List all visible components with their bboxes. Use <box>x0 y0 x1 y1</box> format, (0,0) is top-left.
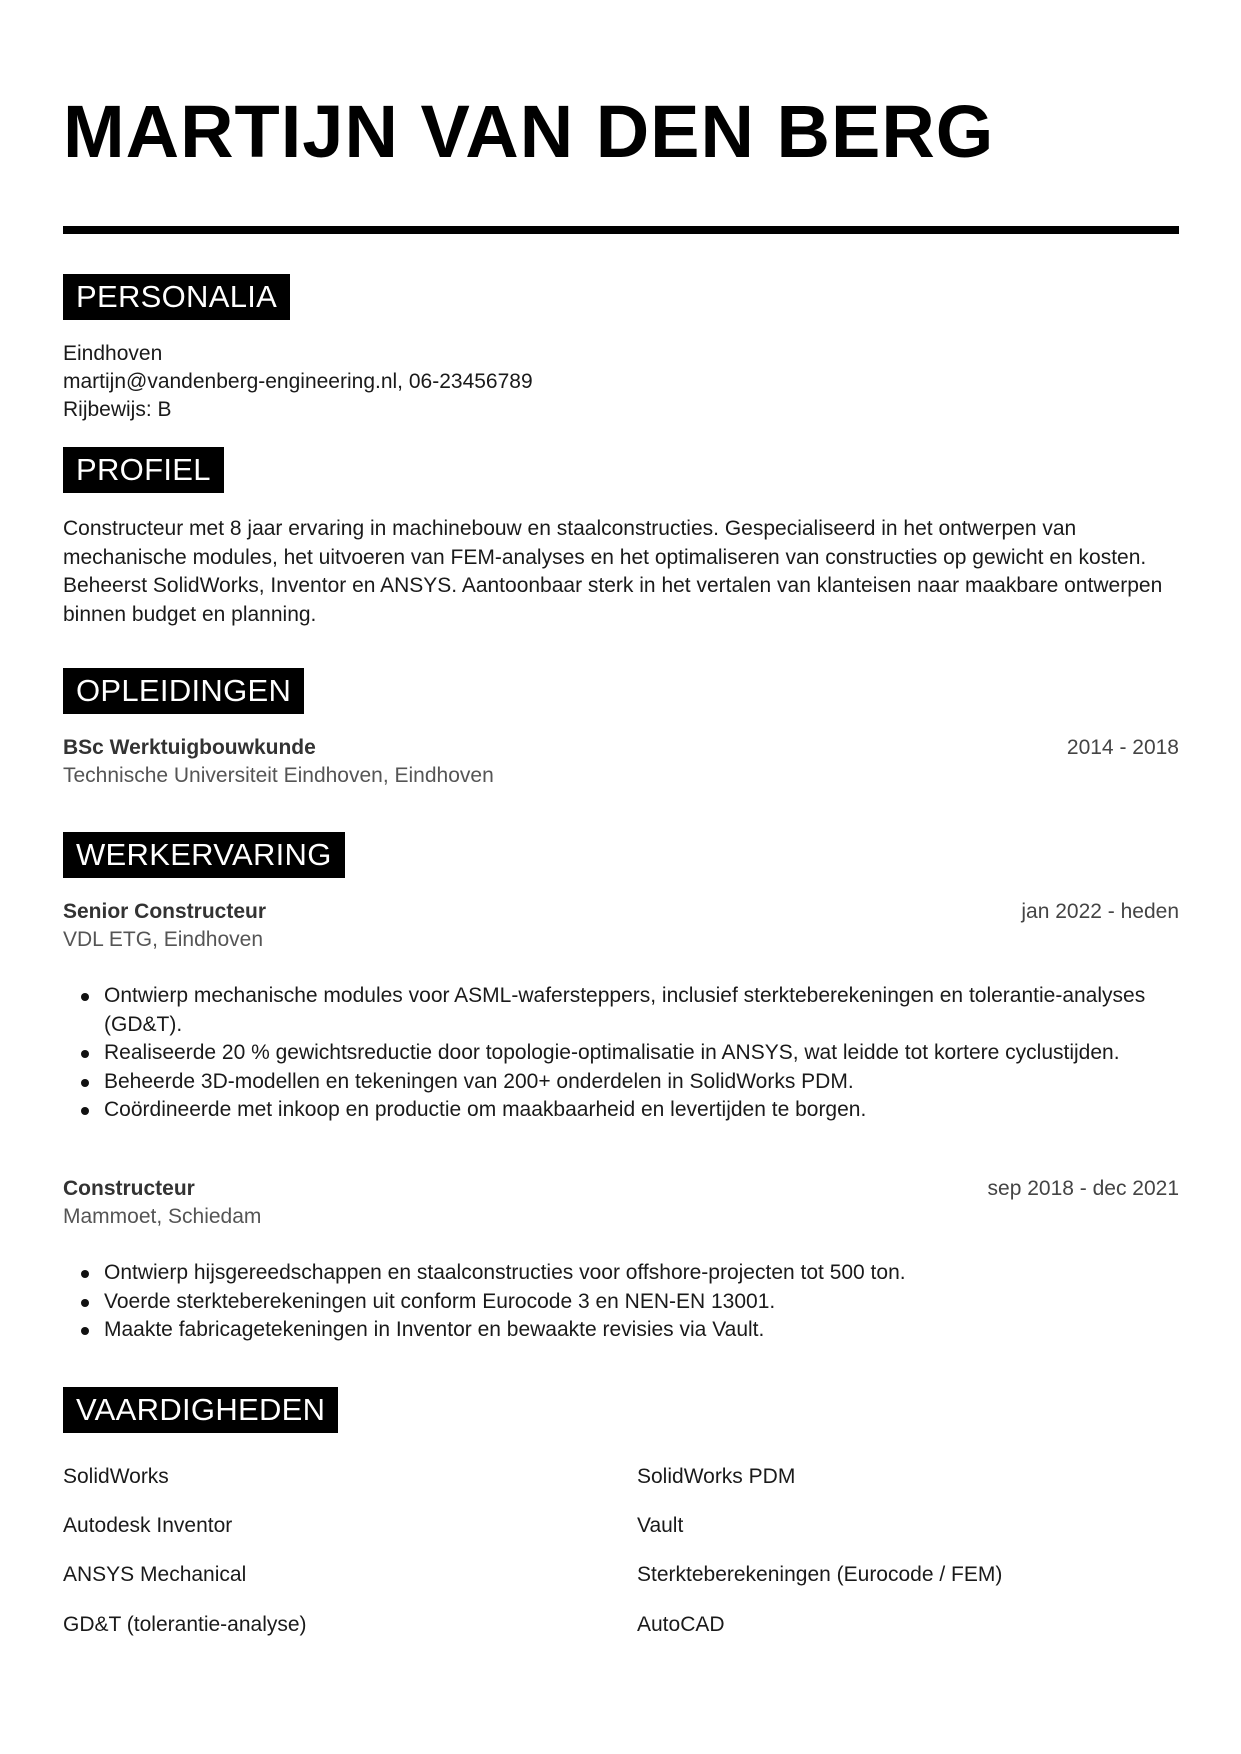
section-heading-personalia: PERSONALIA <box>63 274 290 320</box>
job-company: VDL ETG, Eindhoven <box>63 928 263 951</box>
education-title: BSc Werktuigbouwkunde <box>63 736 316 759</box>
skill-item: Sterkteberekeningen (Eurocode / FEM) <box>637 1563 1003 1586</box>
job-period: jan 2022 - heden <box>1021 900 1179 923</box>
education-period: 2014 - 2018 <box>1066 736 1179 759</box>
candidate-name: MARTIJN VAN DEN BERG <box>63 90 995 173</box>
personalia-city: Eindhoven <box>63 342 163 365</box>
section-heading-profiel: PROFIEL <box>63 447 224 493</box>
job-bullet: Ontwierp mechanische modules voor ASML-wafersteppers, inclusief sterkteberekeningen en tolerantie-analyses (GD&T). <box>63 982 1179 1039</box>
skill-item: SolidWorks <box>63 1465 169 1488</box>
skill-item: AutoCAD <box>637 1613 725 1636</box>
job-bullet: Beheerde 3D-modellen en tekeningen van 200+ onderdelen in SolidWorks PDM. <box>63 1068 1179 1097</box>
section-heading-opleidingen: OPLEIDINGEN <box>63 668 304 714</box>
job-title: Senior Constructeur <box>63 900 267 923</box>
job-bullet: Voerde sterkteberekeningen uit conform Eurocode 3 en NEN-EN 13001. <box>63 1288 1179 1317</box>
education-institution: Technische Universiteit Eindhoven, Eindhoven <box>63 764 494 787</box>
section-heading-werkervaring: WERKERVARING <box>63 832 345 878</box>
job-title: Constructeur <box>63 1177 195 1200</box>
skill-item: SolidWorks PDM <box>637 1465 796 1488</box>
skill-item: GD&T (tolerantie-analyse) <box>63 1613 307 1636</box>
job-bullet-list <box>63 982 1179 1125</box>
job-company: Mammoet, Schiedam <box>63 1205 262 1228</box>
job-bullet: Maakte fabricagetekeningen in Inventor en bewaakte revisies via Vault. <box>63 1316 1179 1345</box>
job-bullet: Ontwierp hijsgereedschappen en staalconstructies voor offshore-projecten tot 500 ton. <box>63 1259 1179 1288</box>
skill-item: Vault <box>637 1514 684 1537</box>
job-bullet: Coördineerde met inkoop en productie om maakbaarheid en levertijden te borgen. <box>63 1096 1179 1125</box>
personalia-license: Rijbewijs: B <box>63 398 172 421</box>
job-bullet-list <box>63 1259 1179 1345</box>
job-period: sep 2018 - dec 2021 <box>987 1177 1179 1200</box>
skill-item: ANSYS Mechanical <box>63 1563 247 1586</box>
section-heading-vaardigheden: VAARDIGHEDEN <box>63 1387 338 1433</box>
personalia-contact: martijn@vandenberg-engineering.nl, 06-23456789 <box>63 370 533 393</box>
profile-summary: Constructeur met 8 jaar ervaring in machinebouw en staalconstructies. Gespecialiseerd in het ontwerpen van mechanische modules, het uitvoeren van FEM-analyses en het optimaliseren van constructies op gewicht en kosten. Beheerst SolidWorks, Inventor en ANSYS. Aantoonbaar sterk in het vertalen van klanteisen naar maakbare ontwerpen binnen budget en planning. <box>63 517 1163 626</box>
skill-item: Autodesk Inventor <box>63 1514 233 1537</box>
job-bullet: Realiseerde 20 % gewichtsreductie door topologie-optimalisatie in ANSYS, wat leidde tot kortere cyclustijden. <box>63 1039 1179 1068</box>
header-divider <box>63 226 1179 234</box>
